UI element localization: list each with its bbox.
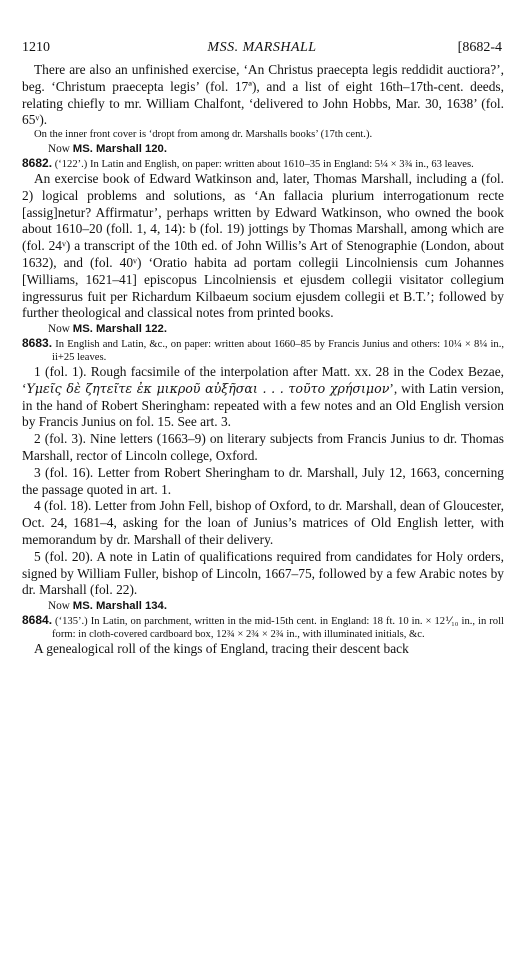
entry-number: 8684. — [22, 613, 53, 628]
entry-8682-shelfmark — [22, 322, 504, 336]
entry-number: 8683. — [22, 336, 53, 351]
entry-8682-heading — [22, 157, 504, 171]
shelfmark: MS. Marshall 122. — [72, 323, 167, 336]
entry-description: (‘135’.) In Latin, on parchment, written in the mid-15th cent. in England: 18 ft. 10 in. × 12⅟₁₀ in., in roll form: in cloth-covered cardboard box, 12¾ × 2¾ × 2¾ in., with illuminated initials, &c. — [52, 616, 504, 640]
entry-8682-paragraph: An exercise book of Edward Watkinson and, later, Thomas Marshall, including a (fol. 2) logical problems and solutions, as ‘An fallacia plurium interrogationum recte [assig]netur? Affirmatur’, perhaps written by Edward Watkinson, who owned the book about 1610–20 (foll. 1, 4, 14): b (fol. 19) jottings by Thomas Marshall, among which are (fol. 24ᵛ) a transcript of the 10th ed. of John Willis’s Art of Stenographie (London, about 1632), and (fol. 40ᵛ) ‘Oratio habita ad portam collegii Lincolniensis cum Johannes [Williams, 1621–41] episcopus Lincolniensis et ejusdem collegii visitator collegium ingressurus fuit per Richardum Kilbaeum socium ejusdem collegii et B.T.’; followed by further theological and classical notes from printed books. — [22, 171, 504, 321]
entry-8683-item-5: 5 (fol. 20). A note in Latin of qualifications required from candidates for Holy orders, signed by William Fuller, bishop of Lincoln, 1667–75, followed by a few Arabic notes by dr. Marshall (fol. 22). — [22, 548, 504, 598]
intro-paragraph: There are also an unfinished exercise, ‘An Christus praecepta legis reddidit auctiora?’, beg. ‘Christum praecepta legis’ (fol. 17ª), and a list of eight 16th–17th-cent. deeds, relating chiefly to mr. William Chalfont, ‘delivered to John Hobbs, Mar. 30, 1638’ (fol. 65ᵛ). — [22, 62, 504, 128]
shelfmark: MS. Marshall 134. — [72, 600, 167, 613]
page-number: 1210 — [22, 40, 50, 55]
entry-number: 8682. — [22, 155, 53, 170]
entry-8683-heading — [22, 337, 504, 364]
entry-8683-item-1 — [22, 364, 504, 431]
page-title: MSS. MARSHALL — [207, 40, 317, 55]
now-prefix: Now — [48, 600, 73, 613]
entry-range: [8682-4 — [457, 40, 502, 55]
entry-8683-item-4: 4 (fol. 18). Letter from John Fell, bishop of Oxford, to dr. Marshall, dean of Gloucester, Oct. 24, 1681–4, asking for the loan of Junius’s matrices of Old English letter, with memorandum by dr. Marshall of their delivery. — [22, 498, 504, 547]
greek-quotation: Υμεῖς δὲ ζητεῖτε ἐκ μικροῦ αὐξῆσαι . . . τοῦτο χρήσιμον — [26, 380, 390, 396]
page-body — [22, 62, 504, 658]
intro-note: On the inner front cover is ‘dropt from among dr. Marshalls books’ (17th cent.). — [34, 129, 373, 141]
entry-8683-item-2: 2 (fol. 3). Nine letters (1663–9) on literary subjects from Francis Junius to dr. Thomas Marshall, rector of Lincoln college, Oxford. — [22, 431, 504, 463]
entry-8683-shelfmark — [22, 599, 504, 613]
now-prefix: Now — [48, 323, 73, 336]
now-prefix: Now — [48, 142, 73, 155]
running-header — [22, 40, 502, 58]
shelfmark: MS. Marshall 120. — [72, 142, 167, 155]
intro-shelfmark — [22, 142, 504, 156]
entry-description: (‘122’.) In Latin and English, on paper: written about 1610–35 in England: 5¼ × 3¾ in., 63 leaves. — [54, 158, 474, 170]
item-text: ’, with Latin version, in the hand of Robert Sheringham: repeated with a few notes and an Old English version by Francis Junius on fol. 15. See art. 3. — [22, 380, 505, 430]
entry-description: In English and Latin, &c., on paper: written about 1660–85 by Francis Junius and others: 10¼ × 8¼ in., ii+25 leaves. — [52, 339, 504, 363]
entry-8683-item-3: 3 (fol. 16). Letter from Robert Sheringham to dr. Marshall, July 12, 1663, concerning the passage quoted in art. 1. — [22, 464, 504, 497]
item-text: 1 (fol. 1). Rough facsimile of the interpolation after Matt. xx. 28 in the Codex Bezae, ‘ — [22, 363, 504, 396]
entry-8684-heading — [22, 614, 504, 641]
entry-8684-paragraph: A genealogical roll of the kings of England, tracing their descent back — [34, 640, 409, 656]
